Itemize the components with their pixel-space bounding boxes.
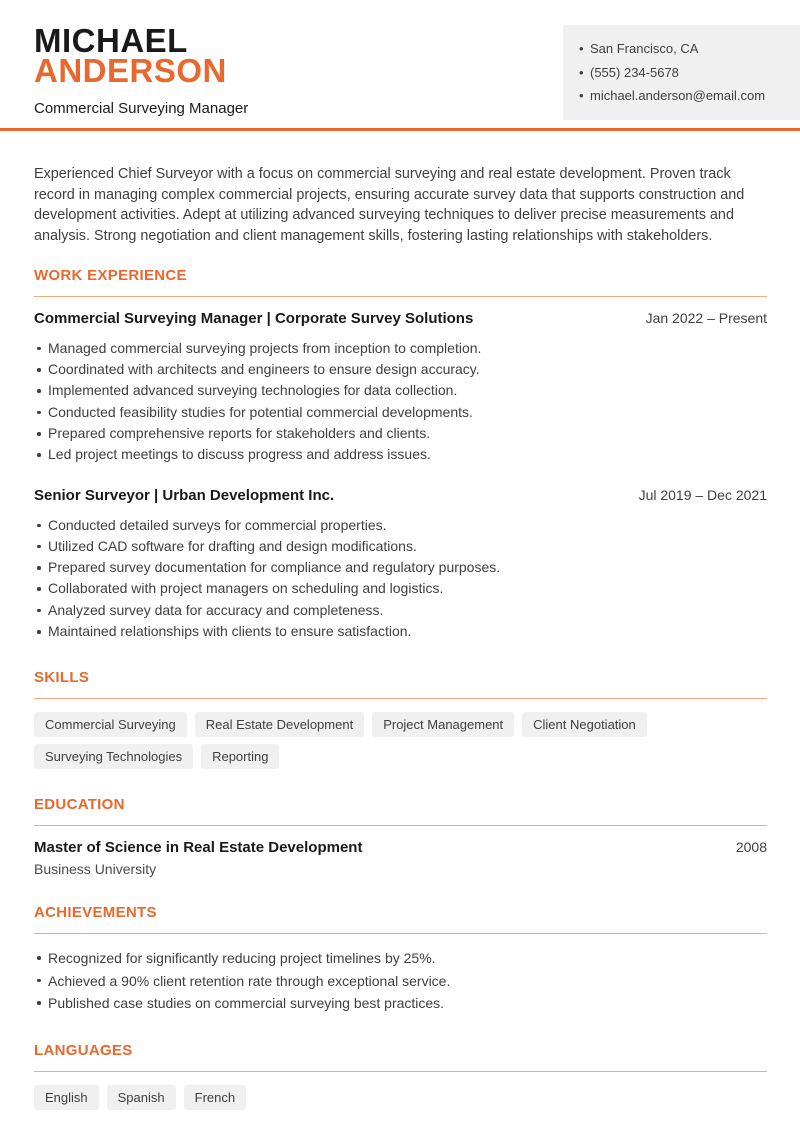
job-entry: [34, 310, 767, 466]
name-block: [34, 22, 249, 117]
job-title: Senior Surveyor | Urban Development Inc.: [34, 486, 335, 504]
job-dates: Jul 2019 – Dec 2021: [638, 486, 767, 503]
language-tag: Spanish: [107, 1085, 176, 1110]
bullet-item: Analyzed survey data for accuracy and completeness.: [34, 600, 767, 621]
contact-list: [579, 37, 792, 108]
section-education: [34, 796, 767, 877]
job-header: [34, 487, 767, 504]
job-bullets: [34, 515, 767, 643]
achievement-bullets: [34, 947, 767, 1014]
skill-tag: Commercial Surveying: [34, 712, 187, 737]
header-divider: [0, 128, 800, 131]
section-work-experience: [34, 267, 767, 643]
section-heading-skills: SKILLS: [34, 669, 90, 687]
bullet-item: Prepared comprehensive reports for stakeholders and clients.: [34, 423, 767, 444]
achievement-item: Achieved a 90% client retention rate through exceptional service.: [34, 970, 767, 992]
section-achievements: [34, 904, 767, 1014]
language-tag: French: [184, 1085, 246, 1110]
role-title: Commercial Surveying Manager: [34, 100, 249, 117]
contact-phone: • (555) 234-5678: [579, 61, 792, 85]
skill-tag: Client Negotiation: [522, 712, 647, 737]
contact-location: • San Francisco, CA: [579, 37, 792, 61]
contact-card: [563, 25, 800, 120]
skill-tags: [34, 712, 767, 769]
section-heading-education: EDUCATION: [34, 796, 125, 814]
section-heading-achievements: ACHIEVEMENTS: [34, 904, 157, 922]
bullet-item: Utilized CAD software for drafting and design modifications.: [34, 536, 767, 557]
skill-tag: Reporting: [201, 744, 279, 769]
summary-text: Experienced Chief Surveyor with a focus on commercial surveying and real estate development. Proven track record in managing complex commercial projects, ensuring accurate survey data that supports construction and development activities. Adept at utilizing advanced surveying techniques to deliver precise measurements and analysis. Strong negotiation and client management skills, fostering lasting relationships with stakeholders.: [34, 166, 745, 245]
bullet-item: Maintained relationships with clients to ensure satisfaction.: [34, 621, 767, 642]
achievement-item: Recognized for significantly reducing project timelines by 25%.: [34, 947, 767, 969]
degree-title: Master of Science in Real Estate Development: [34, 839, 363, 857]
section-heading-work: WORK EXPERIENCE: [34, 266, 187, 284]
section-divider: [34, 933, 767, 934]
resume-body: [0, 131, 800, 1110]
bullet-item: Conducted detailed surveys for commercial properties.: [34, 515, 767, 536]
first-name: MICHAEL: [34, 22, 188, 59]
achievement-item: Published case studies on commercial surveying best practices.: [34, 992, 767, 1014]
section-divider: [34, 296, 767, 297]
bullet-item: Conducted feasibility studies for potential commercial developments.: [34, 402, 767, 423]
section-divider: [34, 825, 767, 826]
language-tag: English: [34, 1085, 99, 1110]
bullet-item: Collaborated with project managers on scheduling and logistics.: [34, 578, 767, 599]
job-entry: [34, 487, 767, 643]
education-header: [34, 839, 767, 856]
language-tags: [34, 1085, 767, 1110]
bullet-item: Led project meetings to discuss progress and address issues.: [34, 444, 767, 465]
header: [0, 0, 800, 131]
job-title: Commercial Surveying Manager | Corporate Survey Solutions: [34, 309, 474, 327]
job-dates: Jan 2022 – Present: [645, 309, 767, 326]
section-divider: [34, 1071, 767, 1072]
bullet-item: Prepared survey documentation for compliance and regulatory purposes.: [34, 557, 767, 578]
bullet-item: Managed commercial surveying projects from inception to completion.: [34, 338, 767, 359]
section-heading-languages: LANGUAGES: [34, 1041, 133, 1059]
job-bullets: [34, 338, 767, 466]
contact-email: • michael.anderson@email.com: [579, 84, 792, 108]
education-school: Business University: [34, 861, 157, 878]
skill-tag: Surveying Technologies: [34, 744, 193, 769]
job-header: [34, 310, 767, 327]
education-year: 2008: [735, 839, 767, 856]
section-divider: [34, 698, 767, 699]
section-skills: [34, 669, 767, 769]
bullet-item: Coordinated with architects and engineers to ensure design accuracy.: [34, 359, 767, 380]
last-name: ANDERSON: [34, 52, 227, 89]
section-languages: [34, 1042, 767, 1110]
skill-tag: Project Management: [372, 712, 514, 737]
skill-tag: Real Estate Development: [195, 712, 364, 737]
bullet-item: Implemented advanced surveying technologies for data collection.: [34, 380, 767, 401]
